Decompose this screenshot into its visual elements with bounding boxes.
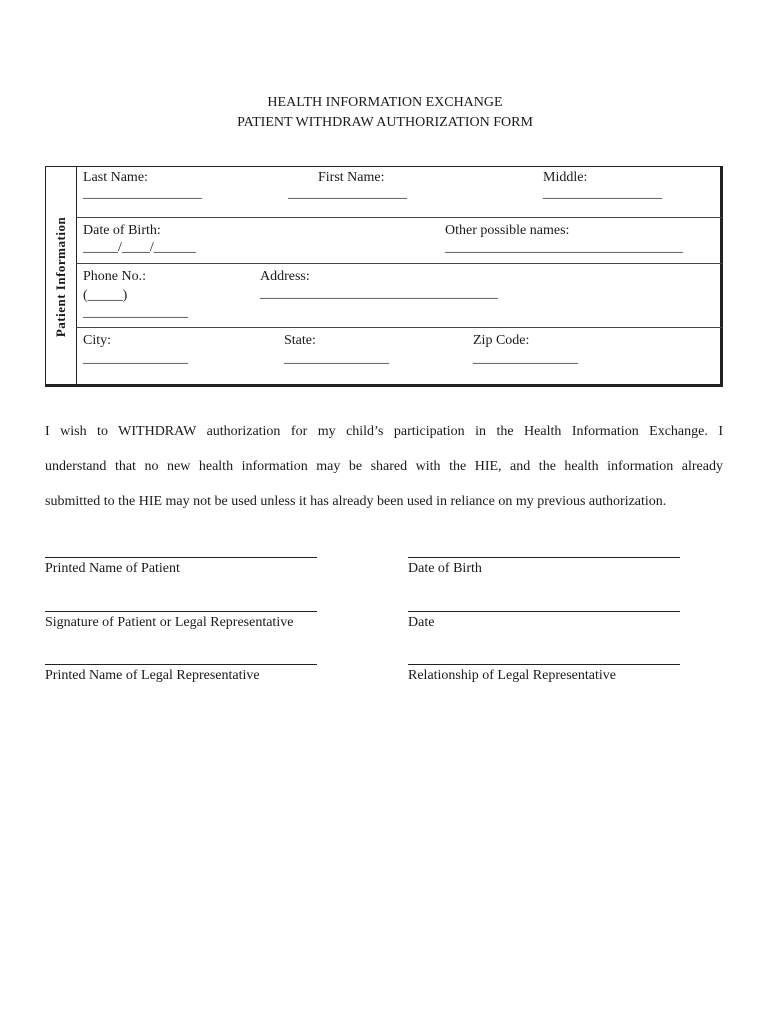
last-name-field[interactable]: _________________ [83,186,202,201]
statement-line-1: I wish to WITHDRAW authorization for my child’s participation in the Health Information Exchange. I [45,424,723,439]
other-names-label: Other possible names: [445,223,570,238]
date-label: Date [408,615,435,630]
dob-field[interactable]: _____/____/______ [83,240,196,255]
statement-line-2: understand that no new health information may be shared with the HIE, and the health information already [45,459,723,474]
first-name-label: First Name: [318,170,385,185]
printed-name-patient-line[interactable] [45,557,317,558]
row-divider [76,327,722,328]
form-title-line1: HEALTH INFORMATION EXCHANGE [267,95,503,110]
last-name-label: Last Name: [83,170,148,185]
middle-name-label: Middle: [543,170,588,185]
row-divider [76,263,722,264]
patient-information-box [45,166,723,387]
zip-code-field[interactable]: _______________ [473,351,578,366]
phone-area-code-field[interactable]: (_____) [83,288,128,303]
zip-code-label: Zip Code: [473,333,530,348]
form-title-line2: PATIENT WITHDRAW AUTHORIZATION FORM [237,115,533,130]
relationship-rep-line[interactable] [408,664,680,665]
date-of-birth-line[interactable] [408,557,680,558]
section-label: Patient Information [53,216,68,337]
printed-name-rep-label: Printed Name of Legal Representative [45,668,260,683]
statement-line-3: submitted to the HIE may not be used unless it has already been used in reliance on my previous authorization. [45,494,667,509]
phone-label: Phone No.: [83,269,146,284]
city-label: City: [83,333,112,348]
phone-number-field[interactable]: _______________ [83,305,188,320]
printed-name-rep-line[interactable] [45,664,317,665]
other-names-field[interactable]: __________________________________ [445,240,683,255]
state-label: State: [284,333,316,348]
date-of-birth-label: Date of Birth [408,561,482,576]
signature-patient-rep-line[interactable] [45,611,317,612]
address-field[interactable]: __________________________________ [260,286,498,301]
date-line[interactable] [408,611,680,612]
address-label: Address: [260,269,310,284]
row-divider [76,217,722,218]
signature-patient-rep-label: Signature of Patient or Legal Representative [45,615,294,630]
middle-name-field[interactable]: _________________ [543,186,662,201]
dob-label: Date of Birth: [83,223,161,238]
first-name-field[interactable]: _________________ [288,186,407,201]
section-sidebar [46,167,77,386]
relationship-rep-label: Relationship of Legal Representative [408,668,616,683]
city-field[interactable]: _______________ [83,351,188,366]
printed-name-patient-label: Printed Name of Patient [45,561,180,576]
state-field[interactable]: _______________ [284,351,389,366]
